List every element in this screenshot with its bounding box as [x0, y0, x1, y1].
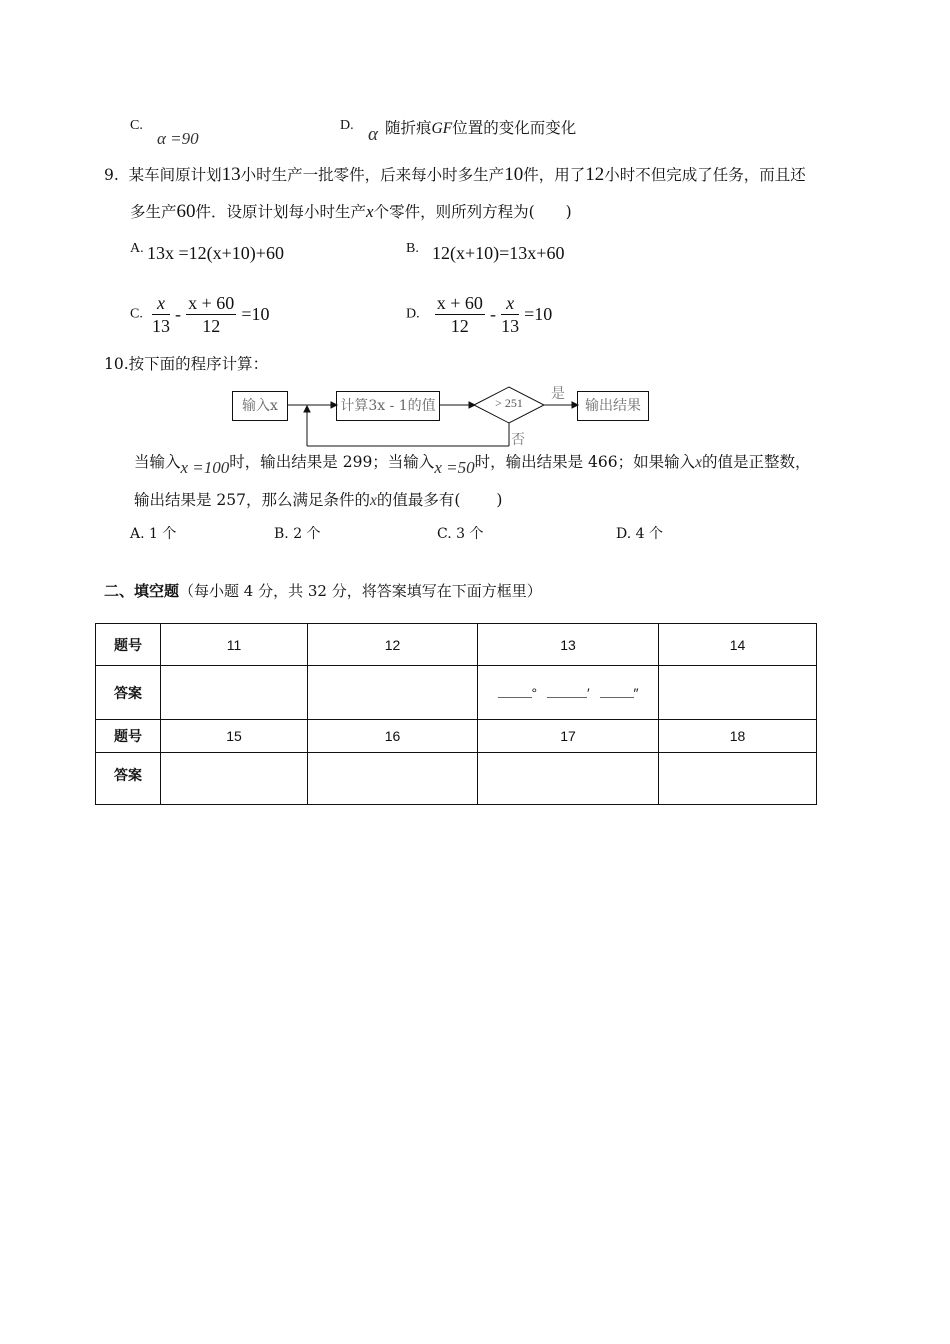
flow-no-label: 否	[511, 432, 525, 448]
answer-cell-12[interactable]	[308, 666, 478, 720]
header-label-num: 题号	[96, 624, 161, 666]
question-number: 12	[308, 624, 478, 666]
question-number: 13	[478, 624, 659, 666]
flow-calc-box: 计算3x - 1的值	[336, 391, 440, 421]
answer-table	[95, 623, 817, 805]
answer-cell-14[interactable]	[659, 666, 817, 720]
question-number: 11	[161, 624, 308, 666]
flow-input-box: 输入x	[232, 391, 288, 421]
question-number: 15	[161, 720, 308, 753]
answer-cell-15[interactable]	[161, 753, 308, 805]
q9-option-a-expr: 13x =12(x+10)+60	[147, 243, 284, 263]
q9-option-d: D. $\frac{x + 60}{12}$ - $\frac{x}{13}$ =10	[406, 293, 553, 336]
q10-option-d: D. 4 个	[616, 526, 663, 542]
q10-option-c: C. 3 个	[437, 526, 484, 542]
q9-stem-line1: 9. 某车间原计划13小时生产一批零件，后来每小时多生产10件，用了12小时不但完成了任务，而且还	[104, 164, 806, 185]
table-row	[96, 666, 817, 720]
table-row	[96, 753, 817, 805]
header-label-ans: 答案	[96, 666, 161, 720]
answer-cell-17[interactable]	[478, 753, 659, 805]
q9-option-b-expr: 12(x+10)=13x+60	[432, 243, 565, 263]
header-label-ans: 答案	[96, 753, 161, 805]
q10-option-a: A. 1 个	[130, 526, 177, 542]
table-row	[96, 624, 817, 666]
q8-option-c-label: C.	[130, 118, 143, 133]
question-number: 17	[478, 720, 659, 753]
q10-body-line1: 当输入x =100时，输出结果是 299；当输入x =50时，输出结果是 466；如果输入x的值是正整数，	[134, 453, 811, 477]
q8-option-d-label: D.	[340, 118, 354, 133]
answer-cell-18[interactable]	[659, 753, 817, 805]
q8-option-c-math: α =90	[157, 129, 199, 148]
q10-option-b: B. 2 个	[274, 526, 321, 542]
flow-output-box: 输出结果	[577, 391, 649, 421]
minute-blank[interactable]	[547, 697, 587, 698]
q9-stem-line2: 多生产60件．设原计划每小时生产x个零件，则所列方程为( )	[130, 201, 572, 222]
second-blank[interactable]	[600, 697, 634, 698]
question-number: 16	[308, 720, 478, 753]
header-label-num: 题号	[96, 720, 161, 753]
question-number: 18	[659, 720, 817, 753]
arrowhead	[304, 406, 310, 412]
q10-stem: 10.按下面的程序计算：	[104, 355, 269, 373]
q9-option-b-label: B.	[406, 241, 419, 256]
degree-symbol: °	[531, 684, 538, 701]
section2-heading: 二、填空题（每小题 4 分，共 32 分，将答案填写在下面方框里）	[104, 582, 542, 600]
q8-option-d-text: 随折痕GF位置的变化而变化	[385, 119, 577, 137]
q8-option-d-alpha: α	[368, 124, 378, 145]
answer-cell-16[interactable]	[308, 753, 478, 805]
q10-body-line2: 输出结果是 257，那么满足条件的x的值最多有( )	[134, 491, 503, 509]
q9-option-c: C. $\frac{x}{13}$ - $\frac{x + 60}{12}$ =10	[130, 293, 270, 336]
second-symbol: ″	[633, 684, 639, 701]
q9-option-a-label: A.	[130, 241, 144, 256]
flow-yes-label: 是	[551, 386, 565, 402]
flow-condition-text: > 251	[495, 396, 523, 410]
answer-cell-11[interactable]	[161, 666, 308, 720]
answer-cell-13[interactable]	[478, 666, 659, 720]
question-number: 14	[659, 624, 817, 666]
table-row	[96, 720, 817, 753]
degree-blank[interactable]	[498, 697, 532, 698]
minute-symbol: ′	[587, 684, 590, 701]
